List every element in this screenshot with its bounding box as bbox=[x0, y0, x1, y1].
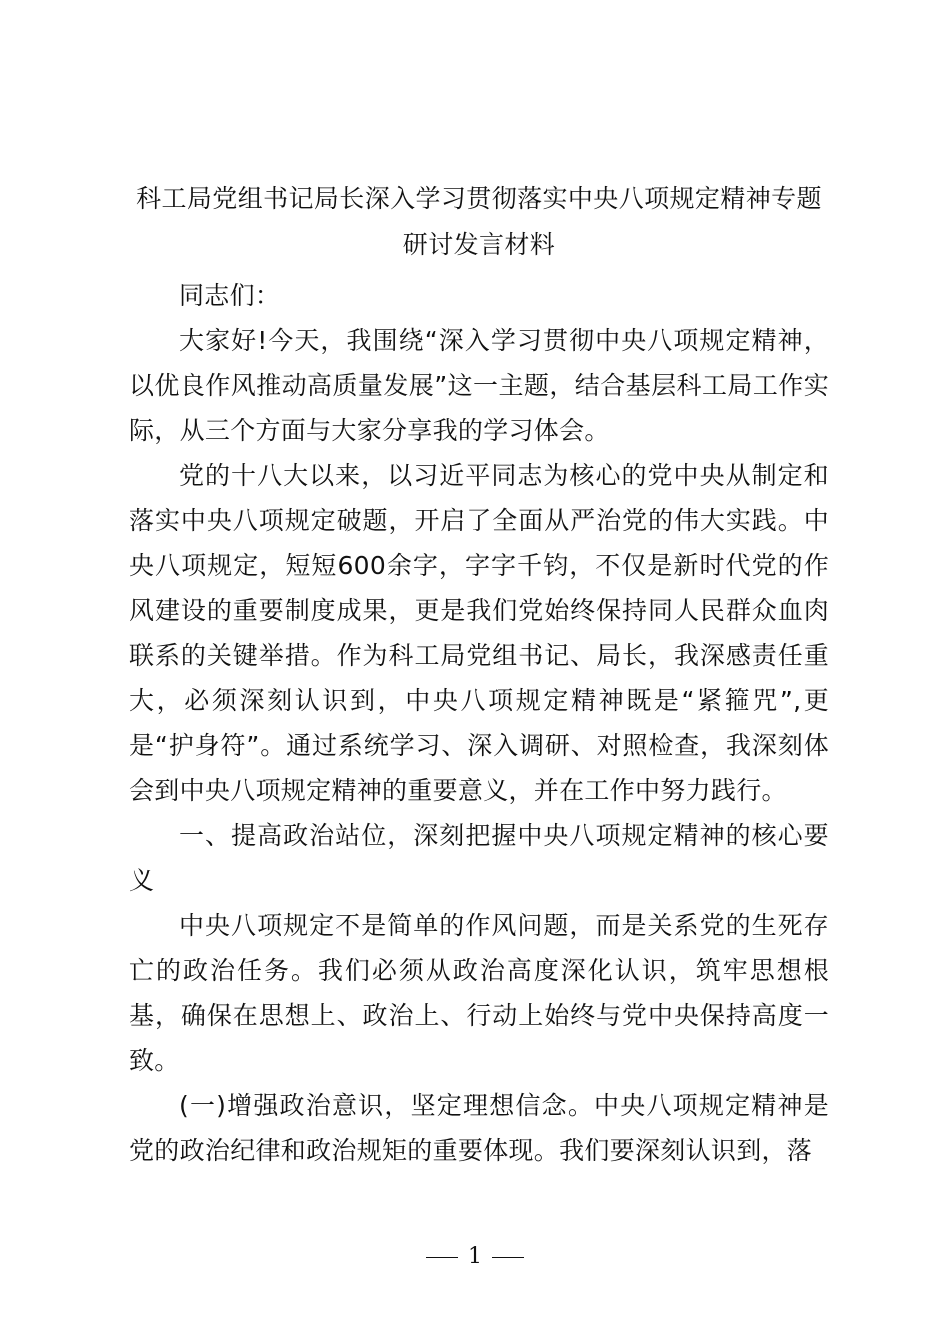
section-heading-1: 一、提高政治站位，深刻把握中央八项规定精神的核心要义 bbox=[129, 821, 829, 895]
document-body bbox=[129, 176, 829, 1173]
paragraph-opening: 大家好!今天，我围绕“深入学习贯彻中央八项规定精神，以优良作风推动高质量发展”这一主题，结合基层科工局工作实际，从三个方面与大家分享我的学习体会。 bbox=[129, 326, 829, 445]
document-title: 科工局党组书记局长深入学习贯彻落实中央八项规定精神专题 研讨发言材料 bbox=[136, 184, 822, 259]
page-number: 1 bbox=[468, 1244, 482, 1269]
paragraph-subsection-1: (一)增强政治意识，坚定理想信念。中央八项规定精神是党的政治纪律和政治规矩的重要体现。我们要深刻认识到，落 bbox=[129, 1091, 829, 1165]
footer-dash-right bbox=[492, 1257, 524, 1258]
footer-dash-left bbox=[426, 1257, 458, 1258]
paragraph-section-1-intro: 中央八项规定不是简单的作风问题，而是关系党的生死存亡的政治任务。我们必须从政治高度深化认识，筑牢思想根基，确保在思想上、政治上、行动上始终与党中央保持高度一致。 bbox=[129, 911, 829, 1075]
paragraph-greeting: 同志们： bbox=[179, 281, 281, 310]
page-footer bbox=[0, 1242, 950, 1272]
paragraph-background: 党的十八大以来，以习近平同志为核心的党中央从制定和落实中央八项规定破题，开启了全面从严治党的伟大实践。中央八项规定，短短600余字，字字千钧，不仅是新时代党的作风建设的重要制度成果，更是我们党始终保持同人民群众血肉联系的关键举措。作为科工局党组书记、局长，我深感责任重大，必须深刻认识到，中央八项规定精神既是“紧箍咒”,更是“护身符”。通过系统学习、深入调研、对照检查，我深刻体会到中央八项规定精神的重要意义，并在工作中努力践行。 bbox=[129, 461, 829, 805]
